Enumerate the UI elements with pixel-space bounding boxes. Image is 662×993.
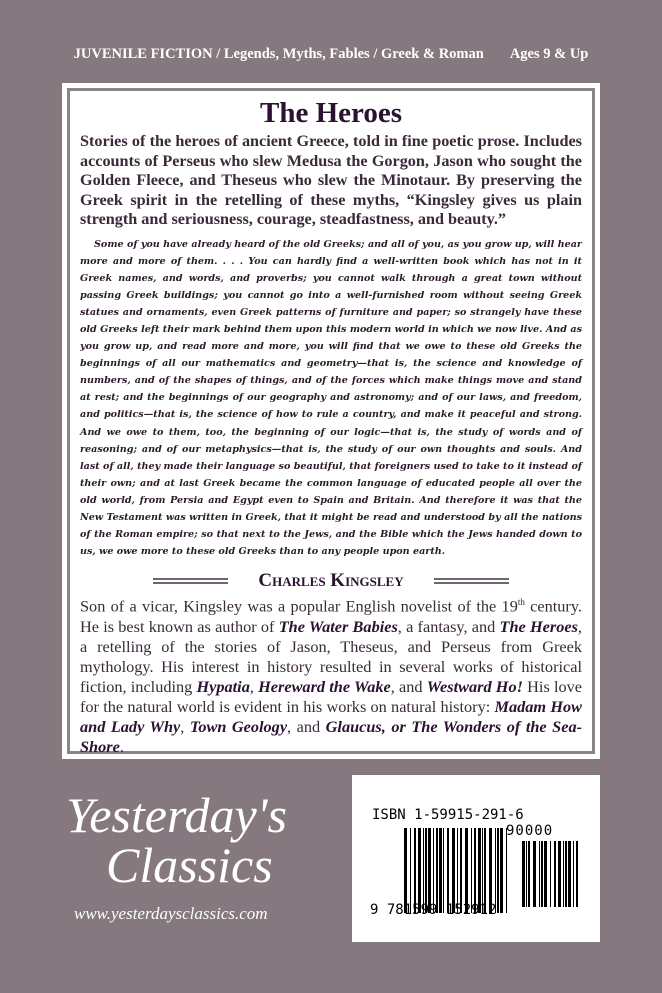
barcode-bar — [447, 828, 449, 913]
book-title: The Heroes — [259, 97, 403, 129]
isbn-label: ISBN 1-59915-291-6 — [372, 807, 524, 823]
barcode-bar — [414, 828, 416, 913]
barcode-bar — [404, 828, 407, 913]
barcode-bar — [554, 841, 556, 907]
price-code: 90000 — [506, 823, 554, 839]
bio-text: , a fantasy, and — [397, 616, 500, 636]
bio-text: His love for the natural world is evident in his works on natural history: — [80, 676, 583, 716]
barcode-bar — [528, 841, 530, 907]
book-title-ref: Madam How and Lady Why — [80, 696, 582, 736]
logo-line-2: Classics — [106, 837, 273, 893]
publisher-url: www.yesterdaysclassics.com — [74, 904, 268, 923]
bio-text: , and — [287, 716, 326, 736]
book-title-ref: Hereward the Wake — [258, 676, 391, 696]
bio-text: , a retelling of the stories of Jason, Theseus, and Perseus from Greek mythology. His interest in history resulted in several works of historical fiction, including — [80, 616, 582, 696]
excerpt-quote: Some of you have already heard of the old Greeks; and all of you, as you grow up, will hear more and more of them. . . . You can hardly find a well-written book which has not in it Greek names, and words, and proverbs; you cannot walk through a great town without passing Greek buildings; you cannot go into a well-furnished room without seeing Greek statues and ornaments, even Greek patterns of furniture and paper; so strangely have these old Greeks left their mark behind them upon this modern world in which we now live. And as you grow up, and read more and more, you will find that we owe to these old Greeks the beginnings of all our mathematics and geometry—that is, the science and knowledge of numbers, and of the shapes of things, and of the forces which make things move and stand at rest; and the beginnings of our geography and astronomy; and of our laws, and freedom, and politics—that is, the science of how to rule a country, and make it peaceful and strong. And we owe to them, too, the beginning of our logic—that is, the study of words and of reasoning; and of our metaphysics—that is, the study of our own thoughts and souls. And last of all, they made their language so beautiful, that foreigners used to take to it instead of their own; and at last Greek became the common language of educated people all over the old world, from Persia and Egypt even to Spain and Britain. And therefore it was that the New Testament was written in Greek, that it might be read and understood by all the nations of the Roman empire; so that next to the Jews, and the Bible which the Jews handed down to us, we owe more to these old Greeks than to any people upon earth. — [80, 238, 582, 558]
description-panel-inner — [67, 88, 595, 754]
author-heading — [80, 570, 582, 592]
barcode-bar — [506, 828, 507, 913]
barcode-bar — [465, 828, 468, 913]
ean-number: 9 781599 152912 — [370, 902, 497, 918]
barcode-bar — [550, 841, 551, 907]
barcode-bar — [410, 828, 411, 913]
barcode-bar — [541, 841, 543, 907]
barcode-bar — [452, 828, 455, 913]
barcode-bar — [474, 828, 476, 913]
logo-line-1: Yesterday's — [66, 787, 287, 843]
barcode-bar — [484, 828, 486, 913]
bio-text: Son of a vicar, Kingsley was a popular English novelist of the 19 — [80, 596, 518, 616]
barcode-bar — [443, 828, 444, 913]
book-title-ref: Glaucus, or The Wonders of the Sea-Shore — [80, 716, 583, 756]
barcode-bar — [497, 828, 499, 913]
barcode-bar — [482, 828, 483, 913]
book-title-ref: The Heroes — [499, 616, 578, 636]
barcode-bar — [558, 841, 561, 907]
barcode-bar — [439, 828, 442, 913]
barcode-bar — [500, 828, 503, 913]
author-name: Charles Kingsley — [258, 570, 404, 592]
barcode-bar — [478, 828, 481, 913]
barcode-bar — [428, 828, 431, 913]
barcode-bar — [457, 828, 458, 913]
barcode-bar — [544, 841, 547, 907]
book-title-ref: Town Geology — [189, 716, 288, 736]
publisher-logo — [66, 787, 287, 924]
description-panel — [62, 83, 600, 759]
author-bio — [80, 592, 582, 756]
barcode-bar — [563, 841, 564, 907]
barcode-bar — [533, 841, 536, 907]
barcode-bar — [425, 828, 427, 913]
book-title-ref: The Water Babies — [278, 616, 398, 636]
bio-text: . — [119, 736, 124, 756]
barcode-box — [352, 775, 600, 942]
divider-right — [434, 578, 509, 584]
age-range: Ages 9 & Up — [509, 46, 589, 62]
barcode-bar — [460, 828, 462, 913]
barcode-bar — [495, 828, 496, 913]
book-title-ref: Hypatia — [196, 676, 250, 696]
barcode-bar — [573, 841, 574, 907]
barcode-bar — [576, 841, 578, 907]
barcode-bar — [526, 841, 527, 907]
category: JUVENILE FICTION / Legends, Myths, Fables / Greek & Roman — [73, 46, 484, 62]
barcode-bar — [522, 841, 525, 907]
category-line — [0, 46, 662, 63]
barcode-bar — [565, 841, 567, 907]
divider-left — [153, 578, 228, 584]
bio-text: century. He is best known as author of — [80, 596, 582, 636]
bio-text: , and — [390, 676, 427, 696]
barcode-bar — [568, 841, 571, 907]
barcode-bar — [471, 828, 472, 913]
barcode-bar — [418, 828, 421, 913]
barcode-bar — [433, 828, 434, 913]
book-summary: Stories of the heroes of ancient Greece, told in fine poetic prose. Includes accounts of Perseus who slew Medusa the Gorgon, Jason who sought the Golden Fleece, and Theseus who slew the Minotaur. By preserving the Greek spirit in the retelling of these myths, “Kingsley gives us plain strength and seriousness, courage, steadfastness, and beauty.” — [80, 132, 582, 228]
barcode-bar — [423, 828, 424, 913]
barcode-bar — [489, 828, 492, 913]
barcode-bar — [539, 841, 540, 907]
bio-text: , — [249, 676, 259, 696]
bio-superscript: th — [517, 597, 525, 608]
barcode-bar — [436, 828, 438, 913]
book-title-ref: Westward Ho! — [426, 676, 523, 696]
bio-text: , — [180, 716, 190, 736]
